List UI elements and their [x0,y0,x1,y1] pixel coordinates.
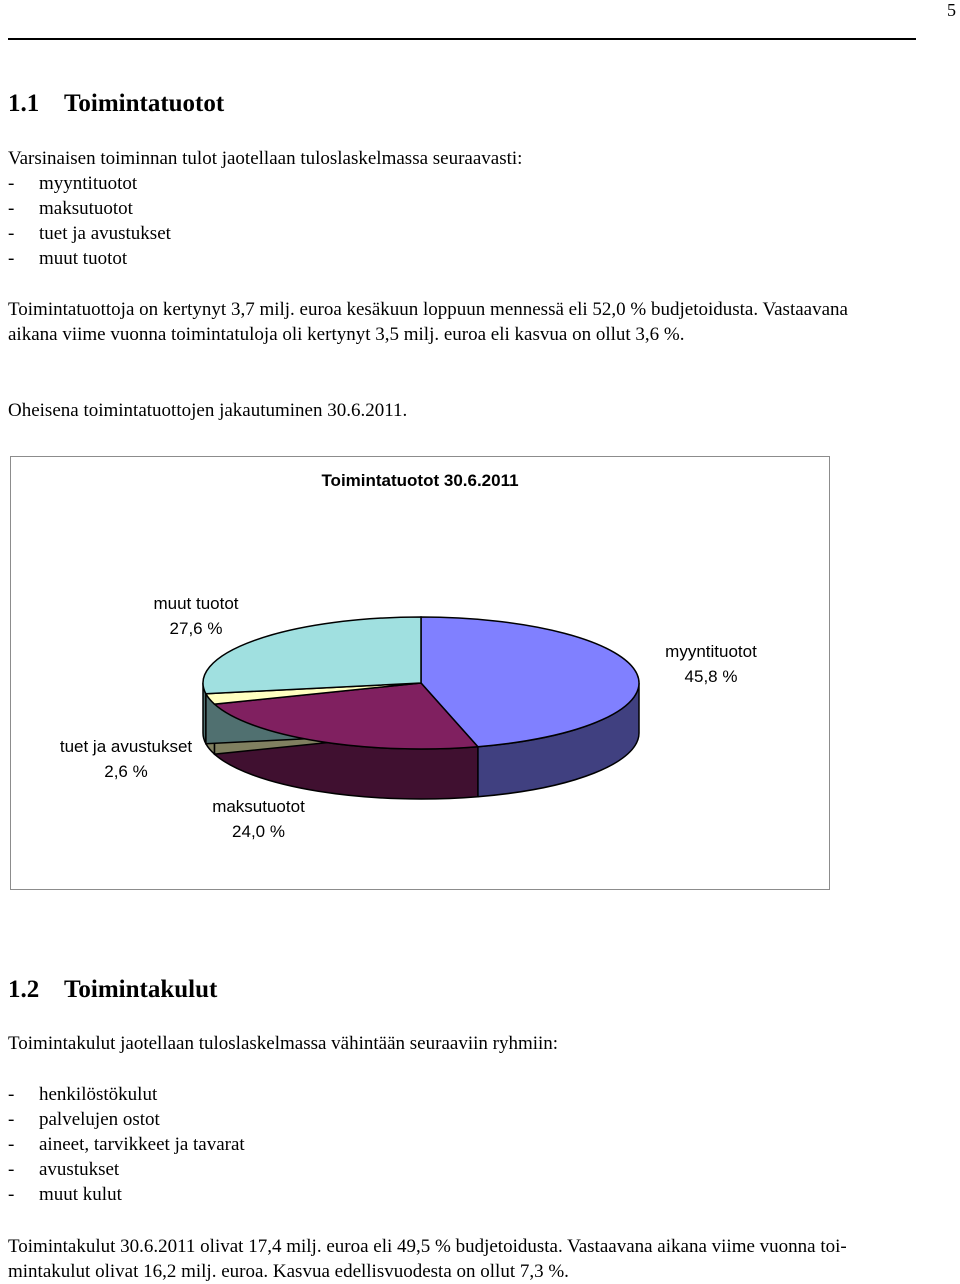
page-number: 5 [947,0,956,20]
header-rule [8,38,916,40]
section2-intro: Toimintakulut jaotellaan tuloslaskelmassa vähintään seuraaviin ryhmiin: [8,1033,559,1054]
list-item: - maksutuotot [8,198,133,219]
revenue-paragraph-line1: Toimintatuottoja on kertynyt 3,7 milj. euroa kesäkuun loppuun mennessä eli 52,0 % budjetoidusta. Vastaavana [8,299,848,320]
expense-paragraph-line2: mintakulut olivat 16,2 milj. euroa. Kasvua edellisvuodesta on ollut 7,3 %. [8,1261,569,1282]
list-item: - avustukset [8,1159,120,1180]
list-item: - myyntituotot [8,173,138,194]
slice-label-muut-tuotot: muut tuotot 27,6 % [153,594,239,638]
revenue-paragraph-line2: aikana viime vuonna toimintatuloja oli kertynyt 3,5 milj. euroa eli kasvua on ollut 3,6 %. [8,324,685,345]
section-heading-1 [8,90,224,118]
slice-label-maksutuotot: maksutuotot 24,0 % [212,797,305,841]
chart-title: Toimintatuotot 30.6.2011 [321,471,519,490]
section-title: Toimintakulut [64,976,218,1003]
revenue-pie-chart [10,456,830,890]
list-item: - henkilöstökulut [8,1084,158,1105]
list-item: - muut kulut [8,1184,122,1205]
expense-paragraph-line1: Toimintakulut 30.6.2011 olivat 17,4 milj. euroa eli 49,5 % budjetoidusta. Vastaavana aikana viime vuonna toi- [8,1236,847,1257]
list-item: - muut tuotot [8,248,128,269]
revenue-types-list [8,171,171,271]
section-title: Toimintatuotot [64,90,225,117]
section1-intro: Varsinaisen toiminnan tulot jaotellaan tuloslaskelmassa seuraavasti: [8,148,523,169]
slice-label-tuet: tuet ja avustukset 2,6 % [59,737,193,781]
section-number: 1.1 [8,90,40,117]
list-item: - tuet ja avustukset [8,223,171,244]
section-heading-2 [8,976,217,1004]
slice-label-myyntituotot: myyntituotot 45,8 % [665,642,757,686]
expense-groups-list [8,1082,245,1207]
chart-intro: Oheisena toimintatuottojen jakautuminen 30.6.2011. [8,400,408,421]
list-item: - palvelujen ostot [8,1109,160,1130]
list-item: - aineet, tarvikkeet ja tavarat [8,1134,245,1155]
section-number: 1.2 [8,976,40,1003]
